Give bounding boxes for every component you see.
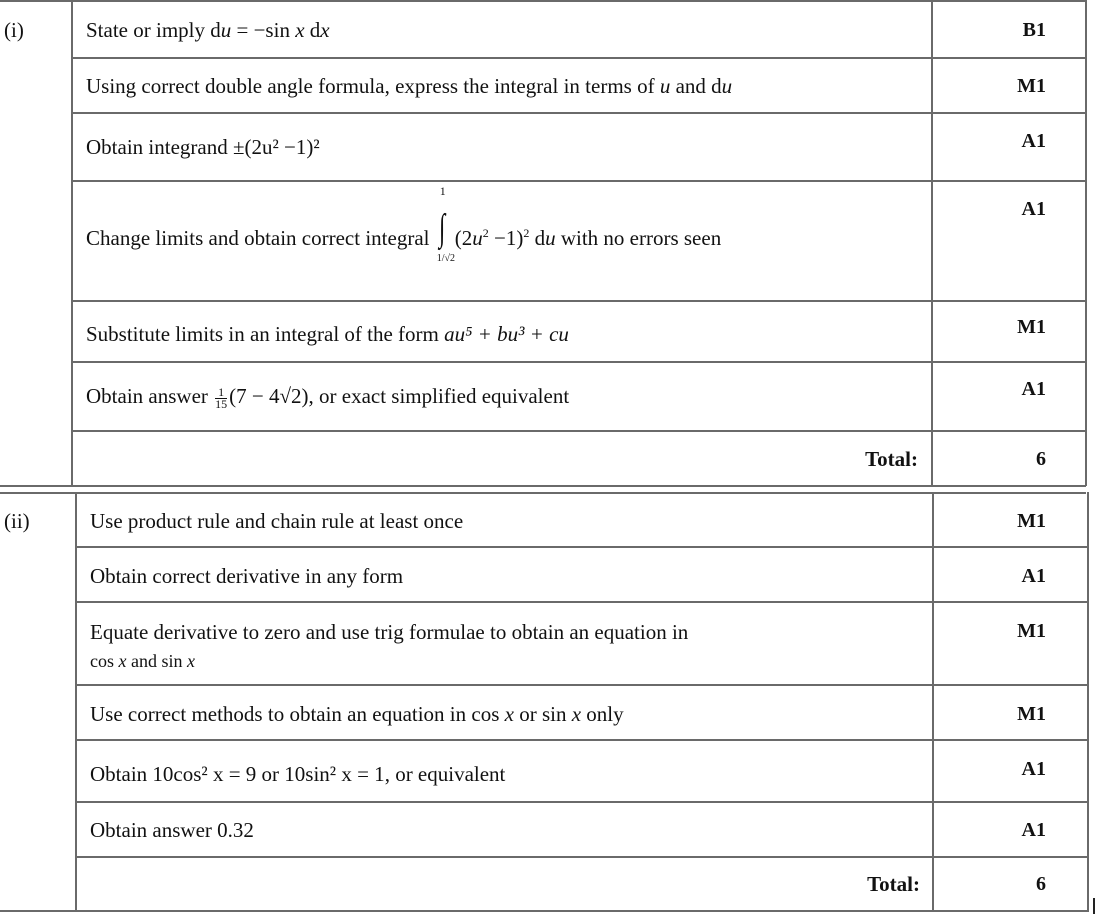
integral-lower-limit: 1/√2 bbox=[436, 253, 456, 264]
math-expression: (7 − 4√2) bbox=[229, 384, 309, 408]
part-label: (i) bbox=[4, 18, 24, 42]
step-text: , or exact simplified equivalent bbox=[308, 384, 570, 408]
math-expression: au⁵ + bu³ + cu bbox=[444, 322, 569, 346]
mark-code: A1 bbox=[1021, 758, 1046, 780]
fraction-numerator: 1 bbox=[215, 387, 227, 399]
step-text: Substitute limits in an integral of the form bbox=[86, 322, 445, 346]
divider bbox=[72, 430, 1086, 432]
divider bbox=[76, 739, 1088, 741]
step-text: Obtain integrand bbox=[86, 135, 233, 159]
mark-code: A1 bbox=[1021, 819, 1046, 841]
divider bbox=[76, 546, 1088, 548]
step-text: only bbox=[581, 702, 624, 726]
step-text: with no errors seen bbox=[555, 225, 722, 250]
divider bbox=[71, 0, 73, 486]
mark-scheme-step bbox=[86, 384, 569, 410]
mark-scheme-step bbox=[90, 818, 254, 843]
mark-code: M1 bbox=[1017, 703, 1046, 725]
divider bbox=[1087, 492, 1089, 912]
step-text: Obtain correct derivative in any form bbox=[90, 564, 404, 588]
divider bbox=[931, 0, 933, 486]
step-text: Using correct double angle formula, express the integral in terms of bbox=[86, 74, 660, 98]
divider bbox=[0, 0, 1086, 2]
math-op: d bbox=[711, 74, 722, 98]
mark-code: A1 bbox=[1021, 130, 1046, 152]
divider bbox=[0, 485, 1086, 487]
mark-scheme-step bbox=[90, 618, 688, 675]
integral-upper-limit: 1 bbox=[439, 184, 446, 198]
math-expression: ±(2u² −1)² bbox=[232, 135, 320, 159]
mark-code: A1 bbox=[1021, 565, 1046, 587]
mark-code: B1 bbox=[1022, 19, 1046, 41]
step-text: and bbox=[126, 651, 162, 671]
text-cursor bbox=[1093, 898, 1095, 914]
mark-code: A1 bbox=[1021, 378, 1046, 400]
mark-code: M1 bbox=[1017, 510, 1046, 532]
step-text: and bbox=[670, 74, 712, 98]
divider bbox=[76, 601, 1088, 603]
divider bbox=[72, 57, 1086, 59]
part-label: (ii) bbox=[4, 509, 30, 533]
math-var: x bbox=[504, 702, 514, 726]
math-var: u bbox=[659, 74, 671, 98]
math-var: x bbox=[187, 651, 196, 671]
math-op: = −sin bbox=[231, 18, 296, 42]
mark-scheme-step bbox=[86, 74, 732, 99]
divider bbox=[75, 492, 77, 912]
math-var: u bbox=[472, 225, 483, 250]
divider bbox=[72, 180, 1086, 182]
mark-scheme-step bbox=[90, 509, 463, 534]
step-text: Use correct methods to obtain an equation in cos bbox=[90, 702, 505, 726]
mark-scheme-step bbox=[86, 322, 569, 347]
mark-code: M1 bbox=[1017, 75, 1046, 97]
divider bbox=[932, 492, 934, 912]
mark-code: A1 bbox=[1021, 198, 1046, 220]
fraction-denominator: 15 bbox=[215, 396, 228, 411]
divider bbox=[76, 801, 1088, 803]
total-value: 6 bbox=[1036, 448, 1046, 470]
math-var: x bbox=[118, 651, 127, 671]
step-text: Obtain bbox=[90, 762, 153, 786]
divider bbox=[76, 856, 1088, 858]
fraction bbox=[215, 384, 228, 411]
integral-sign bbox=[436, 184, 456, 264]
step-text: or sin bbox=[513, 702, 572, 726]
mark-scheme-step bbox=[90, 762, 505, 787]
divider bbox=[0, 492, 1086, 494]
divider bbox=[0, 910, 1088, 912]
mark-scheme-step bbox=[90, 702, 624, 727]
mark-scheme-step bbox=[86, 18, 330, 43]
math-var: x bbox=[295, 18, 305, 42]
math-var: x bbox=[320, 18, 330, 42]
step-text: , or equivalent bbox=[384, 762, 506, 786]
step-text: Equate derivative to zero and use trig formulae to obtain an equation in bbox=[90, 620, 689, 644]
math-var: u bbox=[721, 74, 733, 98]
step-text: Obtain answer bbox=[86, 384, 214, 408]
divider bbox=[1085, 0, 1087, 486]
mark-scheme-step bbox=[86, 135, 320, 160]
total-label: Total: bbox=[867, 872, 920, 896]
math-expression: 10cos² x = 9 or 10sin² x = 1 bbox=[152, 762, 385, 786]
total-label: Total: bbox=[865, 447, 918, 471]
divider bbox=[72, 300, 1086, 302]
math-var: u bbox=[220, 18, 232, 42]
divider bbox=[72, 361, 1086, 363]
mark-code: M1 bbox=[1017, 316, 1046, 338]
total-value: 6 bbox=[1036, 873, 1046, 895]
math-var: u bbox=[545, 225, 556, 250]
divider bbox=[76, 684, 1088, 686]
mark-scheme-step bbox=[90, 564, 403, 589]
step-text: Change limits and obtain correct integral bbox=[86, 225, 430, 250]
mark-scheme-step bbox=[86, 184, 722, 264]
math-op: d bbox=[309, 18, 321, 42]
mark-code: M1 bbox=[1017, 620, 1046, 642]
step-text: Obtain answer 0.32 bbox=[90, 818, 254, 842]
step-text: State or imply d bbox=[86, 18, 221, 42]
divider bbox=[72, 112, 1086, 114]
math-op: cos bbox=[90, 651, 119, 671]
integral-icon: ∫ bbox=[438, 207, 445, 249]
math-expression: $(2u^2 -1)^2$ du bbox=[454, 225, 556, 250]
math-expression bbox=[90, 651, 195, 671]
math-op: d bbox=[534, 225, 546, 250]
math-var: x bbox=[571, 702, 582, 726]
math-op: sin bbox=[161, 651, 188, 671]
step-text: Use product rule and chain rule at least once bbox=[90, 509, 464, 533]
